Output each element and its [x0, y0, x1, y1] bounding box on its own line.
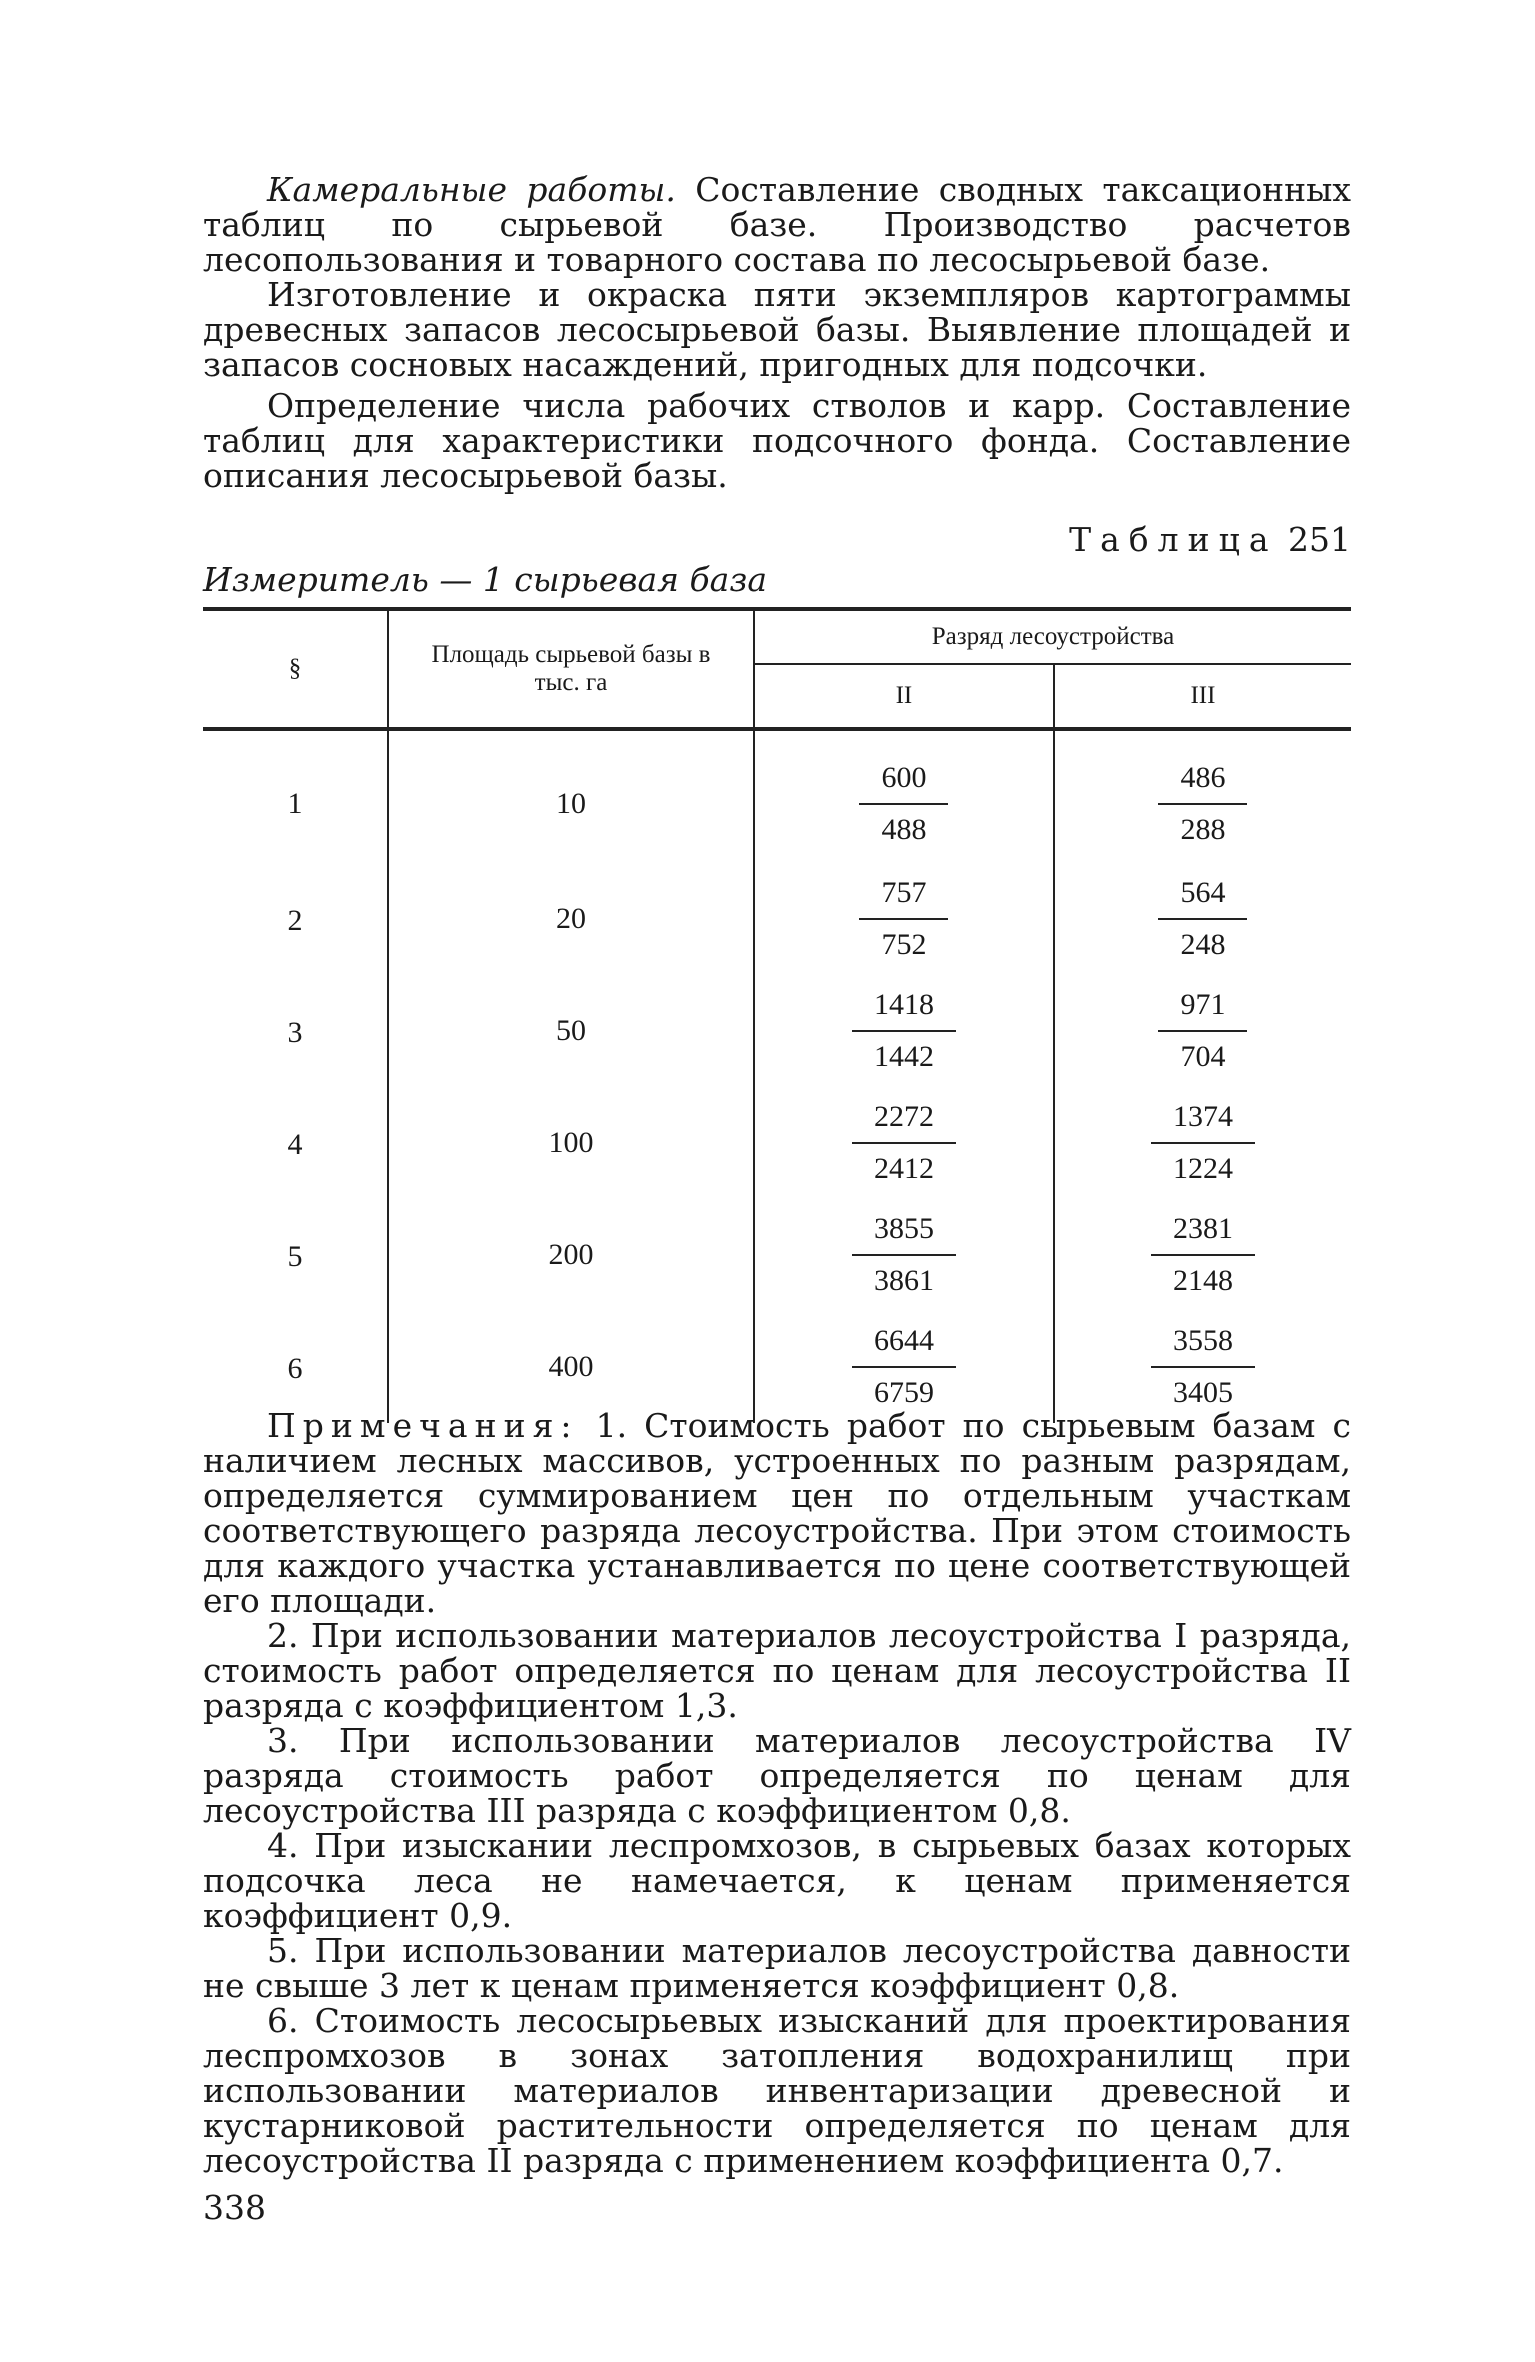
cell-number — [203, 1087, 388, 1199]
price-table — [203, 607, 1351, 1423]
note-5: 5. При использовании материалов лесоустройства давности не свыше 3 лет к ценам применяется коэффициент 0,8. — [203, 1931, 1351, 2005]
row-area: 200 — [548, 1238, 594, 1271]
price-class-iii-bottom: 3405 — [1172, 1376, 1233, 1409]
price-class-ii-top: 6644 — [852, 1316, 956, 1368]
price-class-iii-bottom: 248 — [1180, 928, 1226, 961]
cell-class-iii — [1054, 863, 1351, 975]
price-class-ii-bottom: 6759 — [873, 1376, 934, 1409]
price-class-iii-bottom: 704 — [1180, 1040, 1226, 1073]
intro-section — [203, 172, 1351, 493]
intro-paragraph-1-text: Составление сводных таксационных таблиц по сырьевой базе. Производство расчетов лесопользования и товарного состава по лесосырьевой базе. — [203, 170, 1351, 279]
price-class-ii-bottom: 2412 — [873, 1152, 934, 1185]
table-row — [203, 729, 1351, 863]
header-class-iii: III — [1054, 664, 1351, 729]
header-group: Разряд лесоустройства — [754, 609, 1351, 664]
cell-class-ii — [754, 975, 1054, 1087]
price-class-ii-bottom: 488 — [881, 812, 927, 846]
table-row — [203, 1087, 1351, 1199]
header-class-ii: II — [754, 664, 1054, 729]
row-number: 4 — [287, 1127, 303, 1161]
price-class-ii — [859, 753, 948, 855]
price-class-iii-top: 971 — [1158, 980, 1247, 1032]
note-2: 2. При использовании материалов лесоустройства I разряда, стоимость работ определяется по ценам для лесоустройства II разряда с коэффициентом 1,3. — [203, 1616, 1351, 1725]
cell-class-ii — [754, 1087, 1054, 1199]
price-table-wrapper — [203, 607, 1351, 1423]
cell-class-iii — [1054, 1199, 1351, 1311]
row-area: 100 — [548, 1126, 594, 1159]
table-caption — [1069, 520, 1351, 559]
price-class-ii-top: 2272 — [852, 1092, 956, 1144]
price-class-iii — [1151, 1316, 1255, 1418]
cell-area — [388, 863, 754, 975]
page-number: 338 — [203, 2188, 266, 2227]
price-class-iii — [1158, 753, 1247, 855]
header-section-sign: § — [203, 609, 388, 729]
price-class-ii-bottom: 752 — [881, 928, 927, 961]
cell-number — [203, 975, 388, 1087]
cell-number — [203, 729, 388, 863]
price-class-ii-top: 3855 — [852, 1204, 956, 1256]
notes-label: Примечания: — [267, 1406, 579, 1445]
cell-class-iii — [1054, 729, 1351, 863]
row-number: 5 — [287, 1239, 303, 1273]
price-class-ii-top: 1418 — [852, 980, 956, 1032]
price-class-ii — [852, 1092, 956, 1194]
price-class-iii-top: 486 — [1158, 753, 1247, 805]
header-area: Площадь сырьевой базы в тыс. га — [388, 609, 754, 729]
cell-area — [388, 729, 754, 863]
cell-class-iii — [1054, 1087, 1351, 1199]
note-1-text: 1. Стоимость работ по сырьевым базам с наличием лесных массивов, устроенных по разным разрядам, определяется суммированием цен по отдельным участкам соответствующего разряда лесоустройства. При этом стоимость для каждого участка устанавливается по цене соответствующей его площади. — [203, 1406, 1351, 1620]
price-class-iii-top: 564 — [1158, 868, 1247, 920]
row-number: 3 — [287, 1015, 303, 1049]
cell-area — [388, 1199, 754, 1311]
cell-number — [203, 863, 388, 975]
table-measure: Измеритель — 1 сырьевая база — [203, 560, 767, 599]
price-class-ii-top: 600 — [859, 753, 948, 805]
table-body — [203, 729, 1351, 1423]
cell-number — [203, 1199, 388, 1311]
price-class-iii-top: 1374 — [1151, 1092, 1255, 1144]
price-class-ii-top: 757 — [859, 868, 948, 920]
cell-area — [388, 1087, 754, 1199]
price-class-iii-top: 3558 — [1151, 1316, 1255, 1368]
notes-section — [203, 1408, 1351, 2178]
table-caption-area — [203, 520, 1351, 600]
price-class-ii-bottom: 1442 — [873, 1040, 934, 1073]
note-1 — [203, 1408, 1351, 1618]
table-row — [203, 863, 1351, 975]
row-number: 1 — [287, 786, 303, 820]
row-number: 6 — [287, 1351, 303, 1385]
row-area: 10 — [556, 786, 586, 820]
intro-paragraph-1 — [203, 172, 1351, 277]
row-area: 50 — [556, 1014, 586, 1047]
note-3: 3. При использовании материалов лесоустройства IV разряда стоимость работ определяется по ценам для лесоустройства III разряда с коэффициентом 0,8. — [203, 1721, 1351, 1830]
row-area: 20 — [556, 902, 586, 935]
price-class-ii — [852, 980, 956, 1082]
intro-paragraph-1-label: Камеральные работы. — [267, 170, 676, 209]
row-number: 2 — [287, 903, 303, 937]
cell-class-ii — [754, 863, 1054, 975]
note-6: 6. Стоимость лесосырьевых изысканий для проектирования леспромхозов в зонах затопления водохранилищ при использовании материалов инвентаризации древесной и кустарниковой растительности определяется по ценам для лесоустройства II разряда с применением коэффициента 0,7. — [203, 2001, 1351, 2180]
price-class-iii-bottom: 1224 — [1172, 1152, 1233, 1185]
intro-paragraph-2: Изготовление и окраска пяти экземпляров картограммы древесных запасов лесосырьевой базы. Выявление площадей и запасов сосновых насаждений, пригодных для подсочки. — [203, 275, 1351, 384]
price-class-iii — [1158, 868, 1247, 970]
table-row — [203, 975, 1351, 1087]
table-caption-number: 251 — [1288, 520, 1351, 559]
price-class-iii — [1158, 980, 1247, 1082]
table-caption-word: Таблица — [1069, 520, 1278, 559]
cell-class-iii — [1054, 975, 1351, 1087]
price-class-iii — [1151, 1092, 1255, 1194]
cell-class-ii — [754, 729, 1054, 863]
price-class-ii — [852, 1316, 956, 1418]
price-class-ii-bottom: 3861 — [873, 1264, 934, 1297]
intro-paragraph-3: Определение числа рабочих стволов и карр. Составление таблиц для характеристики подсочного фонда. Составление описания лесосырьевой базы. — [203, 386, 1351, 495]
price-class-iii-top: 2381 — [1151, 1204, 1255, 1256]
price-class-ii — [852, 1204, 956, 1306]
row-area: 400 — [548, 1350, 594, 1383]
cell-area — [388, 975, 754, 1087]
table-row — [203, 1199, 1351, 1311]
note-4: 4. При изыскании леспромхозов, в сырьевых базах которых подсочка леса не намечается, к ценам применяется коэффициент 0,9. — [203, 1826, 1351, 1935]
price-class-iii-bottom: 288 — [1180, 812, 1226, 846]
price-class-ii — [859, 868, 948, 970]
cell-class-ii — [754, 1199, 1054, 1311]
price-class-iii-bottom: 2148 — [1172, 1264, 1233, 1297]
price-class-iii — [1151, 1204, 1255, 1306]
